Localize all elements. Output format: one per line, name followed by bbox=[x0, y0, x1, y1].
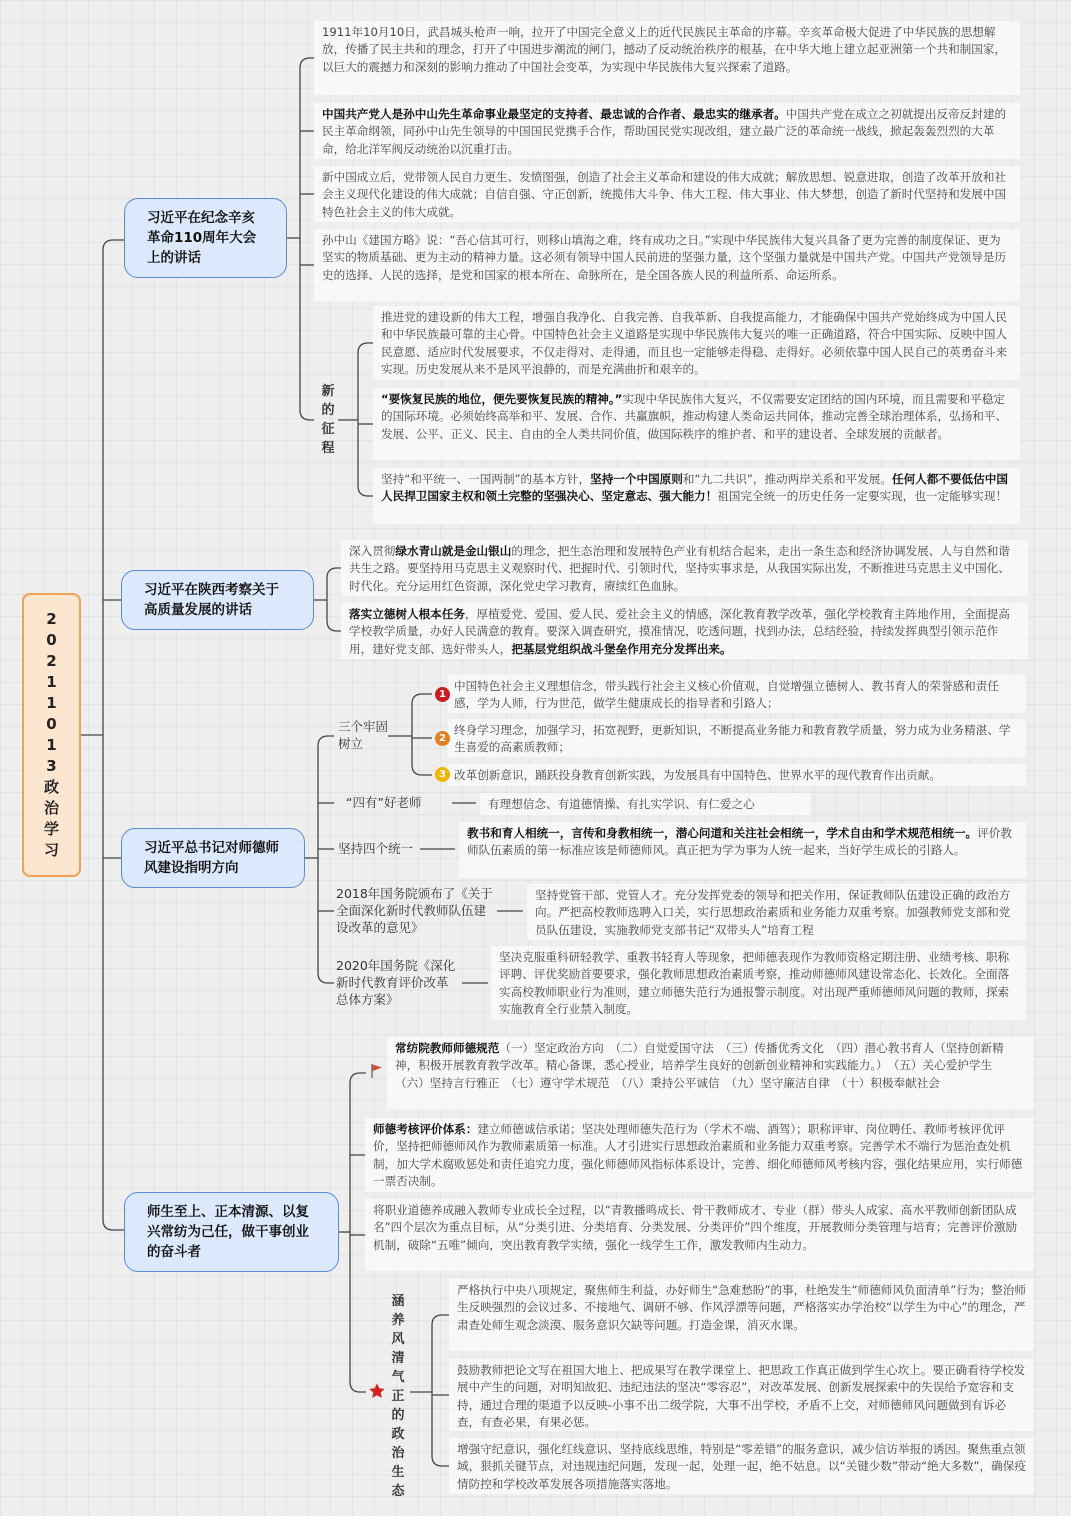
vertical-label-char: 程 bbox=[321, 441, 335, 456]
root-title-char: 2 bbox=[46, 610, 57, 628]
b3-label-three-establish[interactable]: 三个牢固树立 bbox=[338, 719, 389, 751]
b4-card-2: 师德考核评价体系：建立师德诚信承诺；坚决处理师德失范行为（学术不端、酒驾）；职称评审、岗位聘任、教师考核评优评价，坚持把师德师风作为教师素质第一标准。人才引进实行思想政治素质和业务能力双重考察。完善学术不端行为惩治查处机制，加大学术腐败惩处和责任追究力度，强化师德师风指标体系设计，完善、细化师德师风考核内容，强化结果应用，实行师德一票否决制。 bbox=[365, 1118, 1034, 1192]
flag-icon bbox=[370, 1063, 384, 1079]
root-title-char: 习 bbox=[43, 841, 59, 859]
vertical-label-char: 的 bbox=[321, 403, 335, 418]
b1-card-3: 新中国成立后，党带领人民自力更生、发愤图强，创造了社会主义革命和建设的伟大成就；解放思想、锐意进取，创造了改革开放和社会主义现代化建设的伟大成就；自信自强、守正创新，统揽伟大斗争、伟大工程、伟大事业、伟大梦想，创造了新时代坚持和发展中国特色社会主义的伟大成就。 bbox=[314, 166, 1020, 222]
root-title-char: 1 bbox=[46, 673, 57, 691]
b3-item-card-1: 中国特色社会主义理想信念，带头践行社会主义核心价值观，自觉增强立德树人、教书育人的荣誉感和责任感，学为人师，行为世范，做学生健康成长的指导者和引路人； bbox=[448, 675, 1026, 713]
b2-card-1: 深入贯彻绿水青山就是金山银山的理念，把生态治理和发展特色产业有机结合起来，走出一条生态和经济协调发展、人与自然和谐共生之路。要坚持用马克思主义观察时代、把握时代、引领时代，坚持实事求是，从我国实际出发，不断推进马克思主义中国化、时代化。充分运用红色资源，深化党史学习教育，赓续红色血脉。 bbox=[341, 540, 1028, 596]
b3-item-card-3: 改革创新意识，踊跃投身教育创新实践，为发展具有中国特色、世界水平的现代教育作出贡献。 bbox=[448, 764, 1026, 786]
vertical-label-char: 养 bbox=[391, 1313, 405, 1328]
b4-card-1: 常纺院教师师德规范（一）坚定政治方向 （二）自觉爱国守法 （三）传播优秀文化 （四）潜心教书育人（坚持创新精神，积极开展教育教学改革。精心备课，悉心授业，培养学生良好的创新创业精神和实践能力。） （五）关心爱护学生 （六）坚持言行雅正 （七）遵守学术规范 （八）秉持公平诚信 （九）坚守廉洁自律 （十）积极奉献社会 bbox=[387, 1037, 1034, 1109]
b4-sub-card-1: 严格执行中央八项规定，聚焦师生利益，办好师生“急难愁盼”的事，杜绝发生“师德师风负面清单”行为；整治师生反映强烈的会议过多、不接地气、调研不够、作风浮漂等问题，严格落实办学治校“以学生为中心”的理念，严肃查处师生观念淡漠、服务意识欠缺等问题。打造金课，消灭水课。 bbox=[449, 1279, 1034, 1351]
b1-card-2: 中国共产党人是孙中山先生革命事业最坚定的支持者、最忠诚的合作者、最忠实的继承者。中国共产党在成立之初就提出反帝反封建的民主革命纲领，同孙中山先生领导的中国国民党携手合作，帮助国民党实现改组，建立最广泛的革命统一战线，掀起轰轰烈烈的大革命，给北洋军阀反动统治以沉重打击。 bbox=[314, 103, 1020, 159]
b3-2020-card: 坚决克服重科研轻教学、重教书轻育人等现象，把师德表现作为教师资格定期注册、业绩考核、职称评聘、评优奖励首要要求，强化教师思想政治素质考察，推动师德师风建设常态化、长效化。全面落实高校教师职业行为准则，建立师德失范行为通报警示制度。对出现严重师德师风问题的教师，探索实施教育全行业禁入制度。 bbox=[491, 946, 1026, 1020]
b1-card-4: 孙中山《建国方略》说：“吾心信其可行，则移山填海之难，终有成功之日。”实现中华民族伟大复兴具备了更为完善的制度保证、更为坚实的物质基础、更为主动的精神力量。这必须有领导中国人民前进的坚强力量，这个坚强力量就是中国共产党。中国共产党领导是历史的选择、人民的选择，是党和国家的根本所在、命脉所在，是全国各族人民的利益所系、命运所系。 bbox=[314, 229, 1020, 301]
vertical-label-char: 态 bbox=[391, 1484, 405, 1499]
root-title-char: 0 bbox=[46, 631, 57, 649]
b1-sub-label-new-journey[interactable] bbox=[318, 382, 338, 462]
branch-title-4: 师生至上、正本清源、以复兴常纺为己任，做干事创业的奋斗者 bbox=[147, 1204, 309, 1260]
root-title bbox=[44, 609, 59, 861]
b3-g1-bracket bbox=[412, 694, 432, 775]
b3-bracket bbox=[318, 736, 334, 983]
vertical-label-char: 涵 bbox=[391, 1294, 405, 1309]
vertical-label-char: 政 bbox=[391, 1427, 405, 1442]
b2-card-2: 落实立德树人根本任务，厚植爱党、爱国、爱人民、爱社会主义的情感，深化教育教学改革，强化学校教育主阵地作用，全面提高学校教学质量，办好人民满意的教育。要深入调查研究，摸准情况，吃透问题，找到办法，总结经验，持续发挥典型引领示范作用，建好党支部、选好带头人，把基层党组织战斗堡垒作用充分发挥出来。 bbox=[341, 603, 1028, 659]
branch-node-3[interactable] bbox=[121, 828, 305, 888]
b4-sub-card-2: 鼓励教师把论文写在祖国大地上、把成果写在教学课堂上、把思政工作真正做到学生心坎上。要正确看待学校发展中产生的问题，对明知故犯、违纪违法的坚决“零容忍”，对改革发展、创新发展探索中的失误给予宽容和支持，通过合理的渠道予以反映-小事不出二级学院，大事不出学校，矛盾不上交，对师德师风问题做到有诉必查，有查必果，有果必惩。 bbox=[449, 1359, 1034, 1431]
root-title-char: 治 bbox=[43, 799, 59, 817]
b1-card-1: 1911年10月10日，武昌城头枪声一响，拉开了中国完全意义上的近代民族民主革命的序幕。辛亥革命极大促进了中华民族的思想解放，传播了民主共和的理念，打开了中国进步潮流的闸门，撼动了反动统治秩序的根基，在中华大地上建立起亚洲第一个共和制国家，以巨大的震撼力和深刻的影响力推动了中国社会变革，为实现中华民族伟大复兴探索了道路。 bbox=[314, 21, 1020, 95]
b4-sub-bracket bbox=[432, 1315, 449, 1466]
branch-node-1[interactable] bbox=[124, 198, 287, 278]
root-title-char: 3 bbox=[46, 757, 57, 775]
root-title-char: 1 bbox=[46, 694, 57, 712]
branch-node-4[interactable] bbox=[124, 1192, 339, 1272]
b4-sub-label-political-ecology[interactable] bbox=[387, 1292, 409, 1499]
vertical-label-char: 正 bbox=[391, 1389, 405, 1404]
branch-title-2: 习近平在陕西考察关于高质量发展的讲话 bbox=[144, 582, 279, 618]
vertical-label-char: 的 bbox=[391, 1408, 405, 1423]
vertical-label-char: 风 bbox=[391, 1332, 405, 1347]
b3-four-unities-card: 教书和育人相统一，言传和身教相统一，潜心问道和关注社会相统一，学术自由和学术规范相统一。评价教师队伍素质的第一标准应该是师德师风。真正把为学为事为人统一起来，当好学生成长的引路人。 bbox=[459, 822, 1026, 878]
branch-title-1: 习近平在纪念辛亥革命110周年大会上的讲话 bbox=[147, 210, 257, 266]
number-2-icon: 2 bbox=[435, 731, 450, 746]
vertical-label-char: 气 bbox=[391, 1370, 405, 1385]
b3-label-2018-opinion[interactable]: 2018年国务院颁布了《关于全面深化新时代教师队伍建设改革的意见》 bbox=[336, 886, 493, 935]
b4-card-3: 将职业道德养成融入教师专业成长全过程，以“青教播鸣成长、骨干教师成才、专业（群）带头人成家、高水平教师创新团队成名”四个层次为重点目标，从“分类引进、分类培育、分类发展、分类评价”四个维度，开展教师分类管理与培育；完善评价激励机制，破除“五唯”倾向，突出教育教学实绩，强化一线学生工作，激发教师内生动力。 bbox=[365, 1199, 1034, 1271]
vertical-label-char: 新 bbox=[321, 384, 335, 399]
vertical-label-char: 征 bbox=[321, 422, 335, 437]
b3-label-four-haves[interactable]: “四有”好老师 bbox=[346, 795, 422, 810]
b1-sub-card-2: “要恢复民族的地位，便先要恢复民族的精神。”实现中华民族伟大复兴，不仅需要安定团结的国内环境，而且需要和平稳定的国际环境。必须始终高举和平、发展、合作、共赢旗帜，推动构建人类命运共同体，推动完善全球治理体系，弘扬和平、发展、公平、正义、民主、自由的全人类共同价值，做国际秩序的维护者、和平的建设者、全球发展的贡献者。 bbox=[373, 388, 1020, 460]
root-title-char: 0 bbox=[46, 715, 57, 733]
vertical-label-char: 生 bbox=[391, 1465, 405, 1480]
number-3-icon: 3 bbox=[435, 767, 450, 782]
b4-bracket bbox=[350, 1073, 366, 1392]
vertical-label-char: 清 bbox=[391, 1351, 405, 1366]
b4-sub-card-3: 增强守纪意识，强化红线意识、坚持底线思维，特别是“零差错”的服务意识，减少信访举报的诱因。聚焦重点领域，狠抓关键节点，对违规违纪问题，发现一起，处理一起，绝不姑息。以“关键少数”带动“绝大多数”，确保疫情防控和学校改革发展各项措施落实落地。 bbox=[449, 1438, 1034, 1494]
b1-sub-card-3: 坚持“和平统一、一国两制”的基本方针，坚持一个中国原则和“九二共识”，推动两岸关系和平发展。任何人都不要低估中国人民捍卫国家主权和领土完整的坚强决心、坚定意志、强大能力！祖国完全统一的历史任务一定要实现，也一定能够实现！ bbox=[373, 468, 1020, 524]
root-title-char: 1 bbox=[46, 736, 57, 754]
root-title-char: 学 bbox=[43, 820, 59, 838]
vertical-label-char: 治 bbox=[391, 1446, 405, 1461]
root-node[interactable] bbox=[22, 593, 81, 877]
b2-bracket bbox=[327, 568, 341, 631]
b3-four-haves-card: 有理想信念、有道德情操、有扎实学识、有仁爱之心 bbox=[480, 793, 810, 815]
b3-2018-card: 坚持党管干部、党管人才。充分发挥党委的领导和把关作用，保证教师队伍建设正确的政治方向。严把高校教师选聘入口关，实行思想政治素质和业务能力双重考察。加强教师党支部和党员队伍建设，实施教师党支部书记“双带头人”培育工程 bbox=[527, 884, 1026, 940]
branch-node-2[interactable] bbox=[121, 570, 314, 630]
root-title-char: 政 bbox=[43, 778, 59, 796]
b3-label-2020-plan[interactable]: 2020年国务院《深化新时代教育评价改革总体方案》 bbox=[336, 958, 456, 1007]
star-icon bbox=[368, 1382, 386, 1400]
b1-bracket bbox=[300, 58, 314, 420]
b3-label-four-unities[interactable]: 坚持四个统一 bbox=[338, 841, 414, 856]
number-1-icon: 1 bbox=[435, 687, 450, 702]
trunk bbox=[103, 240, 124, 1230]
b1-sub-bracket bbox=[358, 343, 373, 496]
b3-item-card-2: 终身学习理念，加强学习，拓宽视野，更新知识，不断提高业务能力和教育教学质量，努力成为业务精湛、学生喜爱的高素质教师； bbox=[448, 719, 1026, 757]
root-title-char: 2 bbox=[46, 652, 57, 670]
branch-title-3: 习近平总书记对师德师风建设指明方向 bbox=[144, 840, 279, 876]
b1-sub-card-1: 推进党的建设新的伟大工程，增强自我净化、自我完善、自我革新、自我提高能力，才能确保中国共产党始终成为中国人民和中华民族最可靠的主心骨。中国特色社会主义道路是实现中华民族伟大复兴的唯一正确道路，符合中国实际、反映中国人民意愿、适应时代发展要求，不仅走得对、走得通，而且也一定能够走得稳、走得好。必须依靠中国人民自己的英勇奋斗来实现。历史发展从来不是风平浪静的，而是充满曲折和艰辛的。 bbox=[373, 306, 1020, 380]
